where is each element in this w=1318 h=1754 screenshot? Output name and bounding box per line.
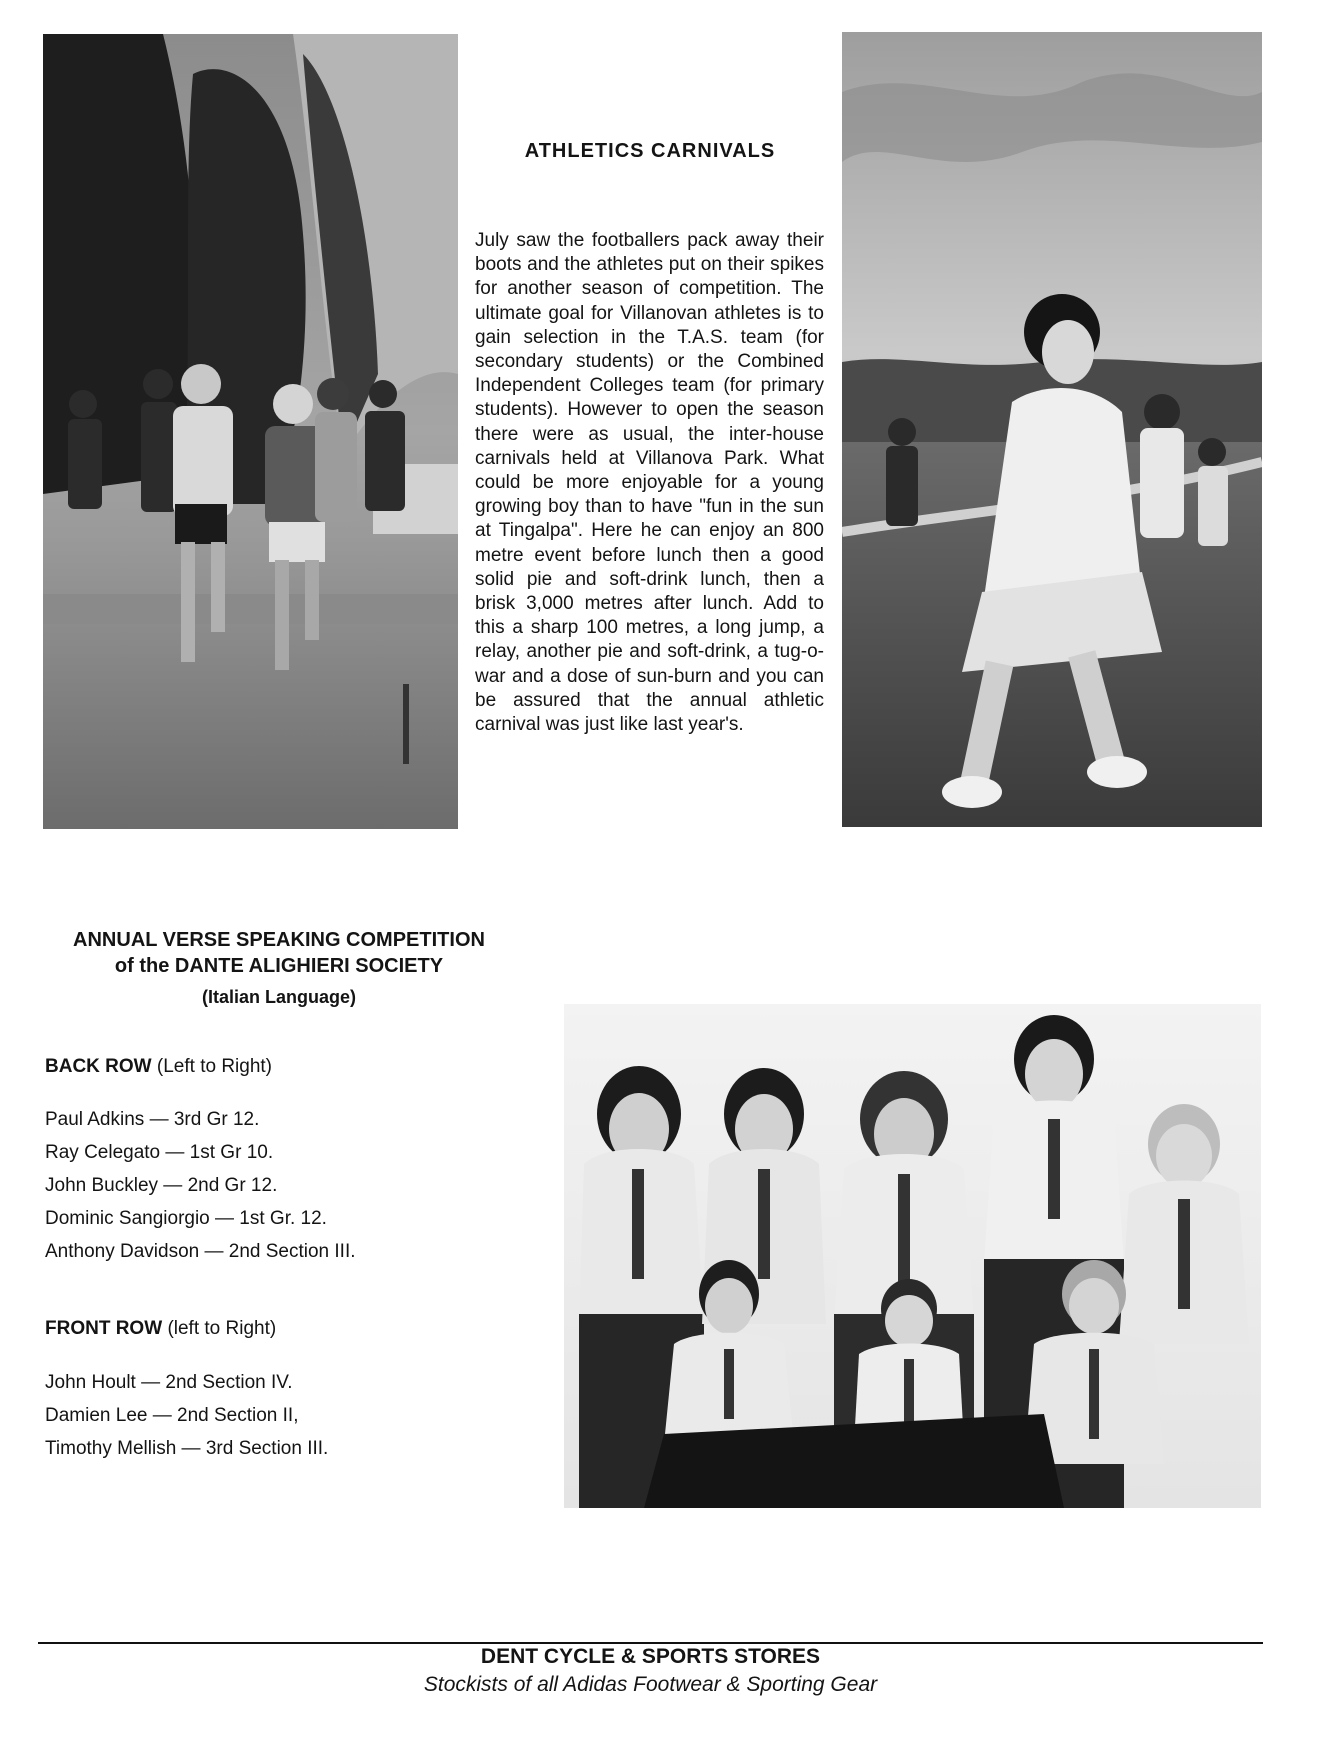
- verse-heading-line2: of the DANTE ALIGHIERI SOCIETY: [114, 955, 444, 977]
- tug-of-war-photo: [842, 32, 1262, 827]
- back-row-name: Paul Adkins — 3rd Gr 12.: [45, 1109, 260, 1130]
- front-row-label: FRONT ROW: [45, 1318, 163, 1339]
- front-row-name: Damien Lee — 2nd Section II,: [45, 1405, 299, 1426]
- front-row-name: John Hoult — 2nd Section IV.: [45, 1372, 293, 1393]
- back-row-name: Ray Celegato — 1st Gr 10.: [45, 1142, 274, 1163]
- runners-photo: [43, 34, 458, 829]
- verse-competition-heading: [44, 927, 514, 979]
- advertiser-tagline: Stockists of all Adidas Footwear & Sporting Gear: [423, 1673, 878, 1696]
- advertiser-name: DENT CYCLE & SPORTS STORES: [480, 1645, 821, 1668]
- verse-heading-line1: ANNUAL VERSE SPEAKING COMPETITION: [73, 929, 485, 951]
- back-row-name: John Buckley — 2nd Gr 12.: [45, 1175, 278, 1196]
- back-row-name: Dominic Sangiorgio — 1st Gr. 12.: [45, 1208, 327, 1229]
- back-row-list: [45, 1103, 356, 1268]
- back-row-qualifier: (Left to Right): [156, 1056, 272, 1077]
- footer-divider: [38, 1642, 1263, 1644]
- athletics-title: ATHLETICS CARNIVALS: [524, 140, 776, 162]
- front-row-list: [45, 1366, 328, 1465]
- athletics-article: July saw the footballers pack away their boots and the athletes put on their spikes for another season of competition. The ultimate goal for Villanovan athletes is to gain selection in the T.A.S. team (for secondary students) or the Combined Independent Colleges team (for primary students). However to open the season there were as usual, the inter-house carnivals held at Villanova Park. What could be more enjoyable for a young growing boy than to have "fun in the sun at Tingalpa". Here he can enjoy an 800 metre event before lunch then a good solid pie and soft-drink lunch, then a brisk 3,000 metres after lunch. Add to this a sharp 100 metres, a long jump, a relay, another pie and soft-drink, a tug-o-war and a dose of sun-burn and you can be assured that the annual athletic carnival was just like last year's.: [475, 230, 824, 736]
- back-row-heading: [45, 1056, 272, 1078]
- front-row-qualifier: (left to Right): [167, 1318, 277, 1339]
- front-row-name: Timothy Mellish — 3rd Section III.: [45, 1438, 329, 1459]
- back-row-name: Anthony Davidson — 2nd Section III.: [45, 1241, 356, 1262]
- back-row-label: BACK ROW: [45, 1056, 152, 1077]
- group-photo: [564, 1004, 1261, 1508]
- front-row-heading: [45, 1318, 276, 1340]
- verse-subheading: (Italian Language): [201, 987, 356, 1007]
